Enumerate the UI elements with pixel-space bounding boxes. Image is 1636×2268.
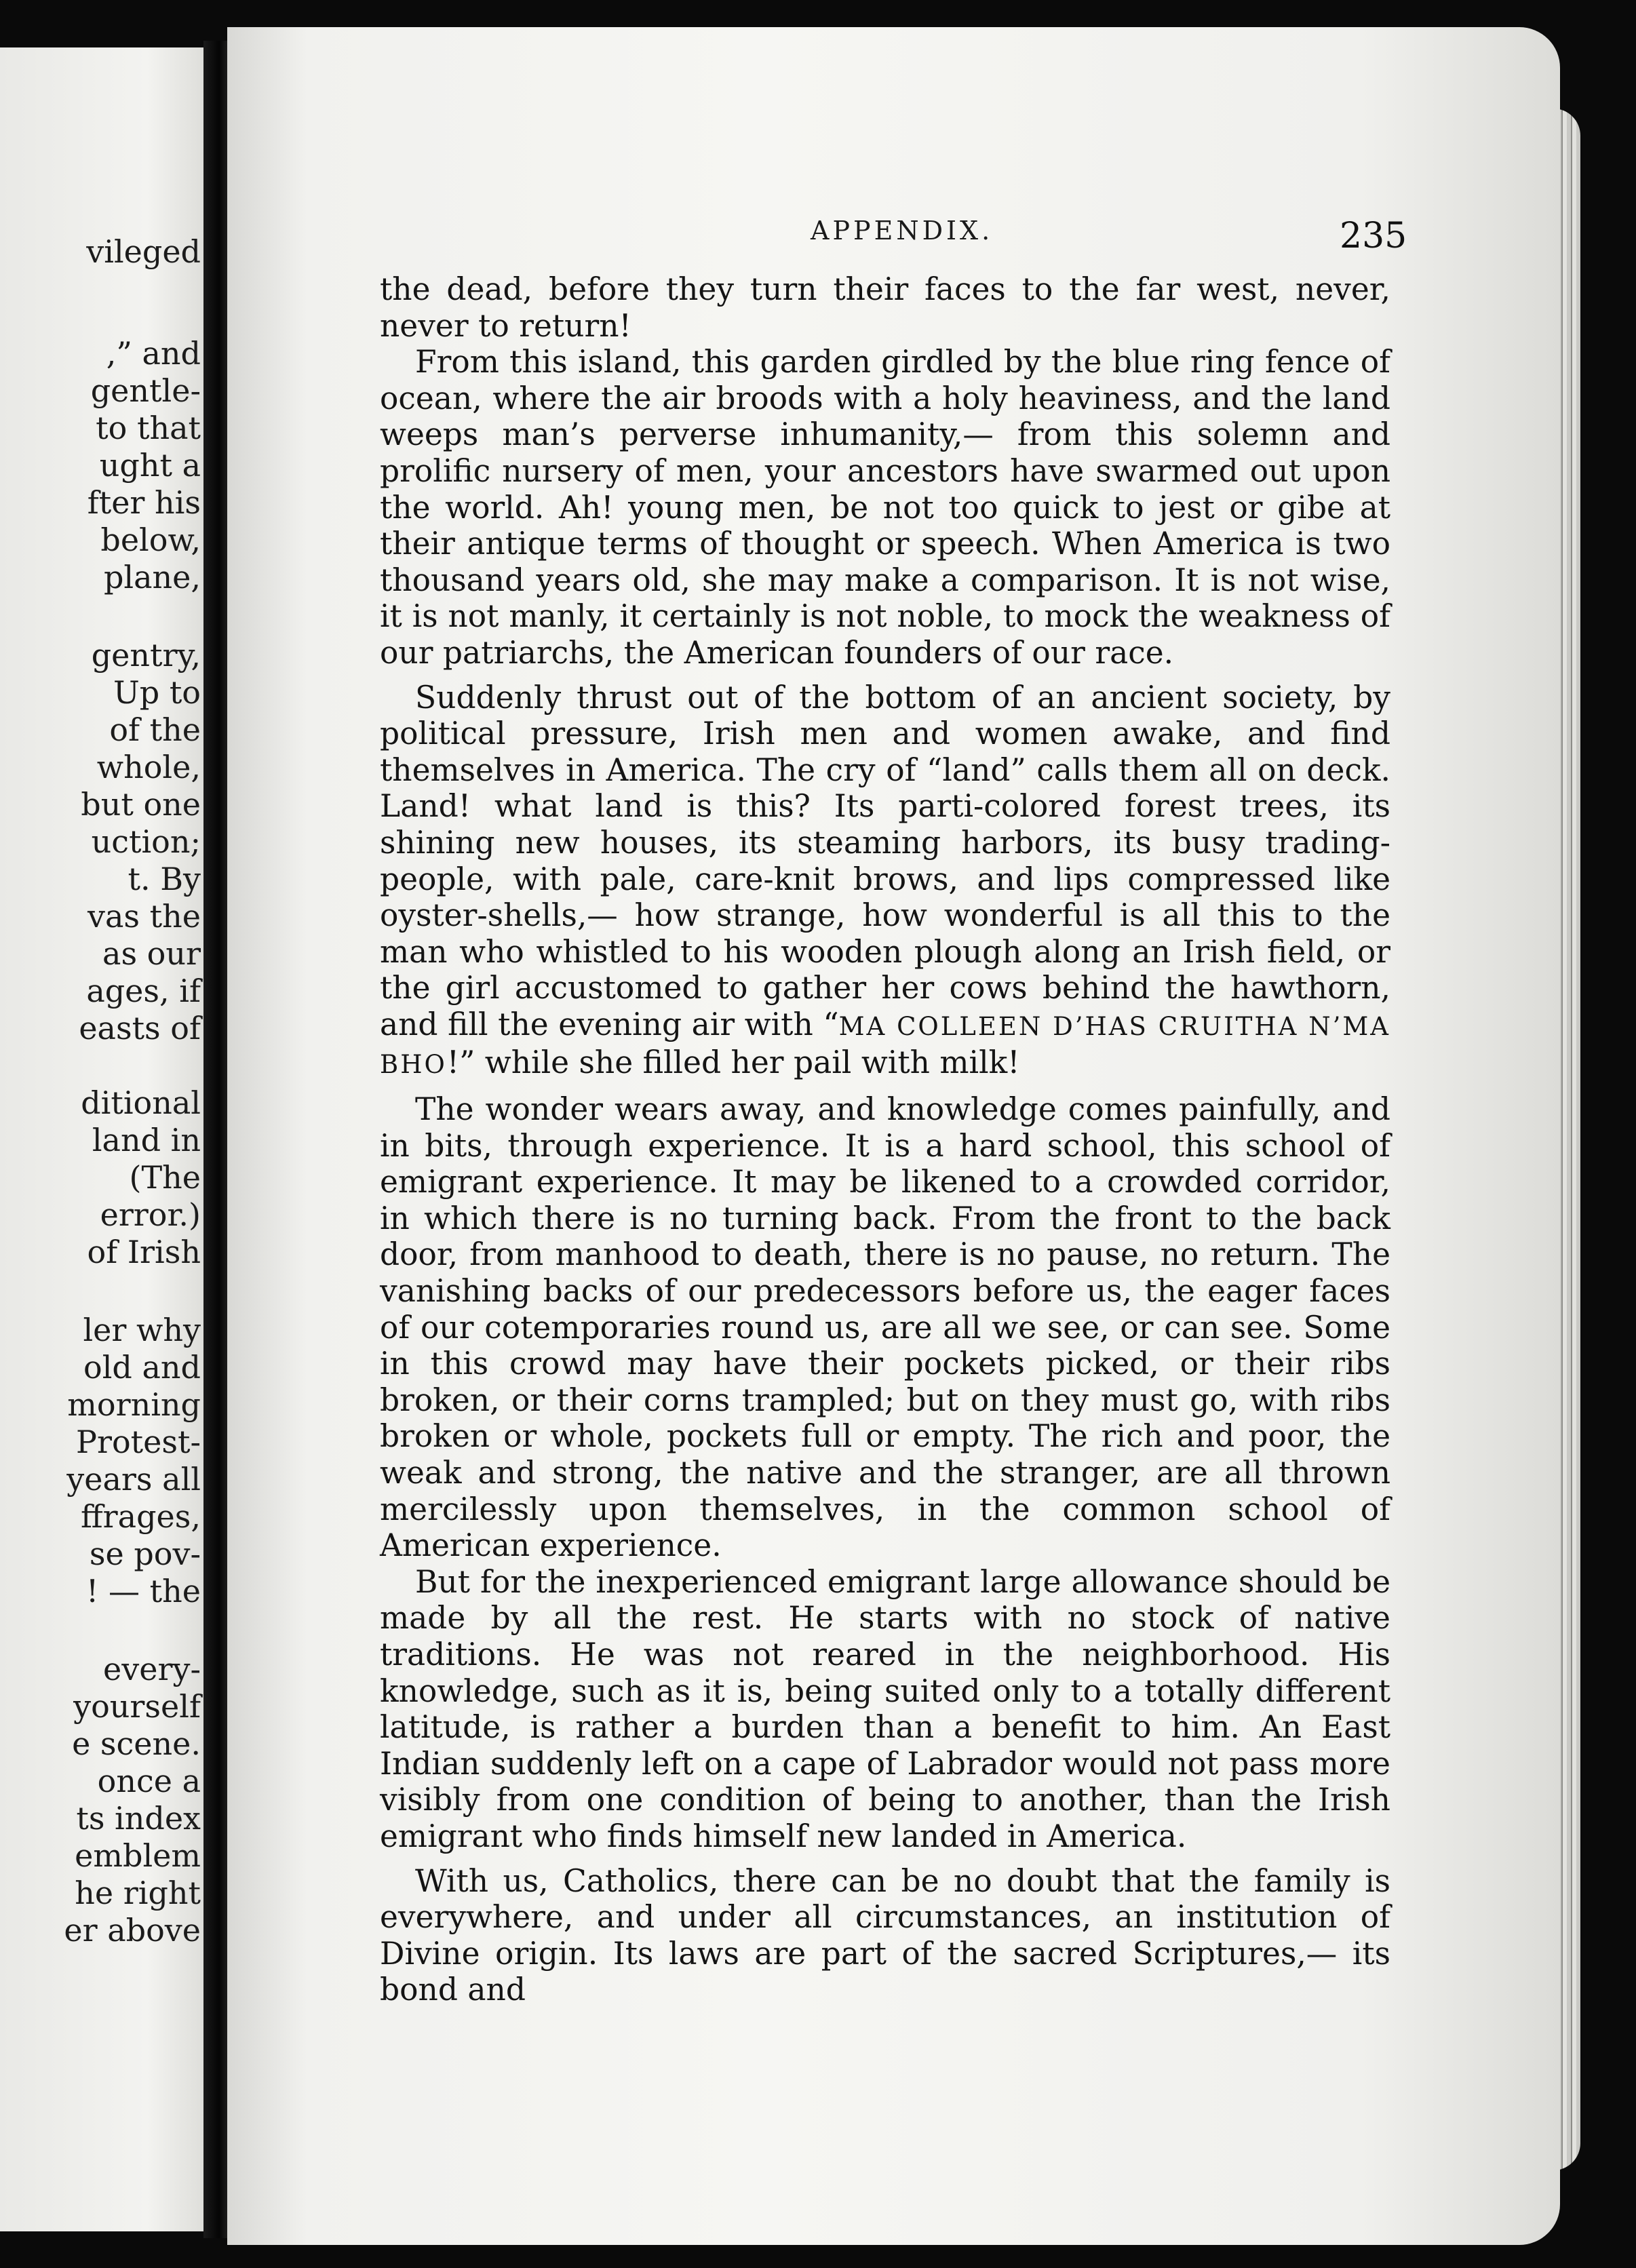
left-page-fragment: every- — [103, 1651, 201, 1687]
left-page-fragment: land in — [92, 1122, 201, 1158]
left-page-fragment: old and — [83, 1349, 201, 1386]
left-page-fragment: vileged — [86, 233, 201, 270]
left-page-fragment: morning — [67, 1386, 201, 1423]
left-page-fragment: years all — [66, 1461, 201, 1498]
left-page-fragment: of Irish — [87, 1234, 201, 1270]
left-page-fragment: of the — [109, 711, 201, 748]
left-page-fragment: er above — [64, 1912, 201, 1949]
left-page-fragment: t. By — [128, 861, 201, 897]
left-page-fragment: below, — [100, 522, 201, 558]
left-page-fragment: ler why — [83, 1312, 201, 1348]
left-page-fragment: once a — [97, 1763, 201, 1799]
paragraph-continuation: the dead, before they turn their faces to the far west, never, never to return! — [380, 271, 1390, 344]
left-page-fragment: he right — [75, 1875, 201, 1911]
left-page-fragment: uction; — [91, 823, 201, 860]
left-page-fragment: ts index — [76, 1800, 201, 1837]
paragraph-arrival-text: Suddenly thrust out of the bottom of an ancient society, by political pressure, Irish men and women awake, and find themselves in America. The cry of “land” calls them all on deck. Land! what land is this? Its parti-colored forest trees, its shining new houses, its steaming harbors, its busy trading-people, with pale, care-knit brows, and lips compressed like oyster-shells,— how strange, how wonderful is all this to the man who whistled to his wooden plough along an Irish field, or the girl accustomed to gather her cows behind the hawthorn, and fill the evening air with “ — [380, 679, 1390, 1042]
left-page-fragment: Protest- — [76, 1424, 201, 1460]
left-page-edge — [0, 47, 210, 2231]
left-page-fragment: fter his — [87, 484, 201, 521]
left-page-fragment: error.) — [100, 1196, 201, 1233]
left-page-fragment: gentry, — [91, 637, 201, 673]
paragraph-catholic-family: With us, Catholics, there can be no doubt that the family is everywhere, and under all circumstances, an institution of Divine origin. Its laws are part of the sacred Scriptures,— its bond and — [380, 1862, 1390, 2008]
left-page-fragment: e scene. — [72, 1725, 201, 1762]
left-page-fragment: yourself — [73, 1688, 201, 1725]
paragraph-experience: The wonder wears away, and knowledge comes painfully, and in bits, through experience. It is a hard school, this school of emigrant experience. It may be likened to a crowded corridor, in which there is no turning back. From the front to the back door, from manhood to death, there is no pause, no return. The vanishing backs of our predecessors before us, the eager faces of our cotemporaries round us, are all we see, or can see. Some in this crowd may have their pockets picked, or their ribs broken, or their corns trampled; but on they must go, with ribs broken or whole, pockets full or empty. The rich and poor, the weak and strong, the native and the stranger, are all thrown mercilessly upon themselves, in the common school of American experience. — [380, 1091, 1390, 1564]
left-page-fragment: (The — [129, 1159, 201, 1196]
left-page-fragment: plane, — [103, 559, 201, 595]
left-page-fragment: ages, if — [86, 973, 201, 1009]
left-page-fragment: ! — the — [85, 1573, 201, 1609]
left-page-fragment: to that — [96, 410, 201, 446]
left-page-fragment: Up to — [113, 674, 201, 711]
irish-song-quote: MA COLLEEN D’HAS CRUITHA N’MA BHO — [380, 1011, 1390, 1080]
left-page-fragment: as our — [102, 935, 201, 972]
left-page-fragment: ,” and — [106, 335, 201, 372]
paragraph-arrival — [380, 680, 1390, 1084]
paragraph-island: From this island, this garden girdled by the blue ring fence of ocean, where the air broods with a holy heaviness, and the land weeps man’s perverse inhumanity,— from this solemn and prolific nursery of men, your ancestors have swarmed out upon the world. Ah! young men, be not too quick to jest or gibe at their antique terms of thought or speech. When America is two thousand years old, she may make a comparison. It is not wise, it is not manly, it certainly is not noble, to mock the weakness of our patriarchs, the American founders of our race. — [380, 344, 1390, 671]
paragraph-emigrant: But for the inexperienced emigrant large allowance should be made by all the rest. He starts with no stock of native traditions. He was not reared in the neighborhood. His knowledge, such as it is, being suited only to a totally different latitude, is rather a burden than a benefit to him. An East Indian suddenly left on a cape of Labrador would not pass more visibly from one condition of being to another, than the Irish emigrant who finds himself new landed in America. — [380, 1563, 1390, 1854]
left-page-fragment: gentle- — [90, 372, 201, 409]
left-page-fragment: ught a — [99, 447, 201, 484]
left-page-fragment: se pov- — [89, 1536, 201, 1572]
left-page-fragment: vas the — [87, 898, 201, 935]
page-number: 235 — [1340, 216, 1407, 256]
left-page-fragment: but one — [81, 786, 201, 823]
running-head: APPENDIX. — [811, 216, 994, 246]
left-page-fragment: ditional — [81, 1084, 201, 1121]
paragraph-arrival-end: !” while she filled her pail with milk! — [446, 1044, 1020, 1081]
left-page-fragment: ffrages, — [81, 1498, 201, 1535]
left-page-fragment: easts of — [79, 1010, 201, 1047]
page-body-text — [380, 271, 1390, 2008]
left-page-fragment: emblem — [75, 1837, 201, 1874]
left-page-fragment: whole, — [96, 749, 201, 785]
